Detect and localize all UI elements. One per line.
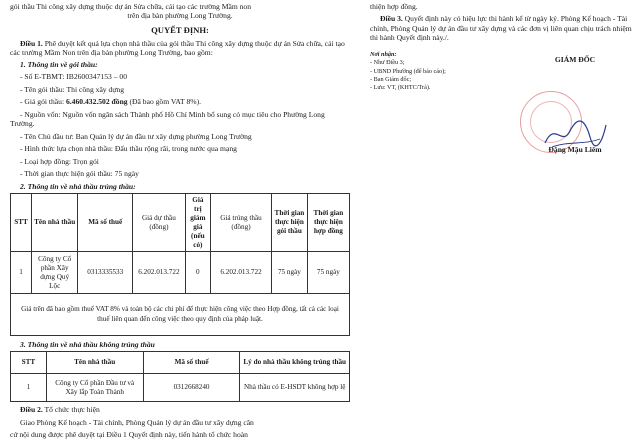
- table-note: Giá trên đã bao gồm thuế VAT 8% và toàn bộ các chi phí để thực hiện công việc theo Hợp đồng, tất cả các loại thuế liên quan đến công việc theo quy định của pháp luật.: [11, 294, 350, 336]
- col-contract-duration: Thời gian thực hiện hợp đồng: [307, 194, 349, 252]
- duration-line: - Thời gian thực hiện gói thầu: 75 ngày: [20, 169, 139, 179]
- col-winning-price: Giá trúng thầu (đồng): [210, 194, 271, 252]
- owner-line: - Tên Chủ đầu tư: Ban Quản lý dự án đầu tư xây dựng phường Long Trường: [20, 131, 252, 141]
- continuation-line: thiện hợp đồng.: [370, 2, 418, 11]
- recipient-item: - Ban Giám đốc;: [370, 76, 412, 84]
- section-2-heading: 2. Thông tin về nhà thầu trúng thầu:: [20, 181, 136, 191]
- cell-reason: Nhà thầu có E-HSDT không hợp lệ: [240, 374, 350, 402]
- section-1-heading: 1. Thông tin về gói thầu:: [20, 59, 98, 69]
- recipient-item: - Lưu: VT, (KHTC/Trà).: [370, 84, 431, 92]
- col-tax-code: Mã số thuế: [143, 352, 240, 374]
- cell-stt: 1: [11, 374, 47, 402]
- signer-title: GIÁM ĐỐC: [554, 54, 596, 64]
- table-header-row: [11, 194, 350, 252]
- cell-bid-price: 6.202.013.722: [133, 252, 186, 294]
- contract-type-line: - Loại hợp đồng: Trọn gói: [20, 156, 99, 166]
- col-discount: Giá trị giảm giá (nếu có): [185, 194, 210, 252]
- recipients: [370, 51, 490, 93]
- article-2-body-2: cứ nội dung được phê duyệt tại Điều 1 Quyết định này, tiến hành tổ chức hoàn: [10, 430, 248, 440]
- col-reason: Lý do nhà thầu không trúng thầu: [240, 352, 350, 374]
- recipients-title: Nơi nhận:: [370, 50, 397, 58]
- package-price-line: [10, 97, 350, 106]
- cell-bidder-name: Công ty Cổ phần Đầu tư và Xây lắp Toàn Thành: [46, 374, 143, 402]
- price-suffix: (Đã bao gồm VAT 8%).: [127, 97, 201, 107]
- tbmt-line: - Số E-TBMT: IB2600347153 – 00: [20, 72, 127, 82]
- recipient-item: - UBND Phường (để báo cáo);: [370, 67, 446, 75]
- signature-block: [370, 50, 632, 154]
- cell-discount: 0: [185, 252, 210, 294]
- article-2-label: Điều 2.: [20, 405, 43, 415]
- article-2: [10, 405, 350, 414]
- col-package-duration: Thời gian thực hiện gói thầu: [272, 194, 308, 252]
- cell-stt: 1: [11, 252, 32, 294]
- article-1-label: Điều 1.: [20, 38, 43, 48]
- cell-tax-code: 0313335533: [78, 252, 133, 294]
- table-row: [11, 252, 350, 294]
- table-note-row: [11, 294, 350, 336]
- cell-contract-duration: 75 ngày: [307, 252, 349, 294]
- article-3-label: Điều 3.: [380, 14, 403, 24]
- section-3-heading: 3. Thông tin về nhà thầu không trúng thầu: [20, 340, 155, 349]
- col-tax-code: Mã số thuế: [78, 194, 133, 252]
- funding-line: - Nguồn vốn: Nguồn vốn ngân sách Thành phố Hồ Chí Minh bổ sung có mục tiêu cho Phường Long Trường.: [10, 109, 325, 129]
- cell-bidder-name: Công ty Cổ phần Xây dựng Quý Lộc: [32, 252, 78, 294]
- left-page: [10, 0, 350, 440]
- col-bidder-name: Tên nhà thầu: [46, 352, 143, 374]
- decision-title: QUYẾT ĐỊNH:: [151, 24, 209, 35]
- col-bid-price: Giá dự thầu (đồng): [133, 194, 186, 252]
- package-name-line: - Tên gói thầu: Thi công xây dựng: [20, 84, 125, 94]
- cell-package-duration: 75 ngày: [272, 252, 308, 294]
- price-value: 6.460.432.502 đồng: [65, 97, 128, 107]
- col-bidder-name: Tên nhà thầu: [32, 194, 78, 252]
- selection-form-line: - Hình thức lựa chọn nhà thầu: Đấu thầu rộng rãi, trong nước qua mạng: [20, 144, 237, 154]
- article-3: [370, 14, 632, 42]
- table-row: [11, 374, 350, 402]
- cell-winning-price: 6.202.013.722: [210, 252, 271, 294]
- winning-bidder-table: [10, 193, 350, 336]
- losing-bidder-table: [10, 351, 350, 402]
- cell-tax-code: 0312668240: [143, 374, 240, 402]
- article-1-text: Phê duyệt kết quả lựa chọn nhà thầu của gói thầu Thi công xây dựng thuộc dự án Sửa chữa, cải tạo các trường Mầm Non trên địa bàn phường Long Trường, bao gồm:: [10, 38, 345, 58]
- table-header-row: [11, 352, 350, 374]
- price-prefix: - Giá gói thầu:: [20, 97, 66, 107]
- article-2-text: Tổ chức thực hiện: [42, 405, 100, 415]
- signer-name: Đặng Mậu Liêm: [548, 144, 602, 154]
- recipient-item: - Như Điều 3;: [370, 59, 405, 67]
- col-stt: STT: [11, 194, 32, 252]
- article-1: [10, 39, 350, 58]
- intro-line-1: gói thầu Thi công xây dựng thuộc dự án Sửa chữa, cải tạo các trường Mầm non: [10, 2, 252, 11]
- article-2-body-1: Giao Phòng Kế hoạch - Tài chính, Phòng Quản lý dự án đầu tư xây dựng căn: [20, 417, 254, 427]
- intro-line-2: trên địa bàn phường Long Trường.: [127, 11, 233, 21]
- right-page: [370, 0, 632, 432]
- article-3-text: Quyết định này có hiệu lực thi hành kể từ ngày ký. Phòng Kế hoạch - Tài chính, Phòng Quản lý dự án đầu tư xây dựng và các đơn vị liên quan chịu trách nhiệm thi hành Quyết định này./.: [370, 14, 632, 43]
- col-stt: STT: [11, 352, 47, 374]
